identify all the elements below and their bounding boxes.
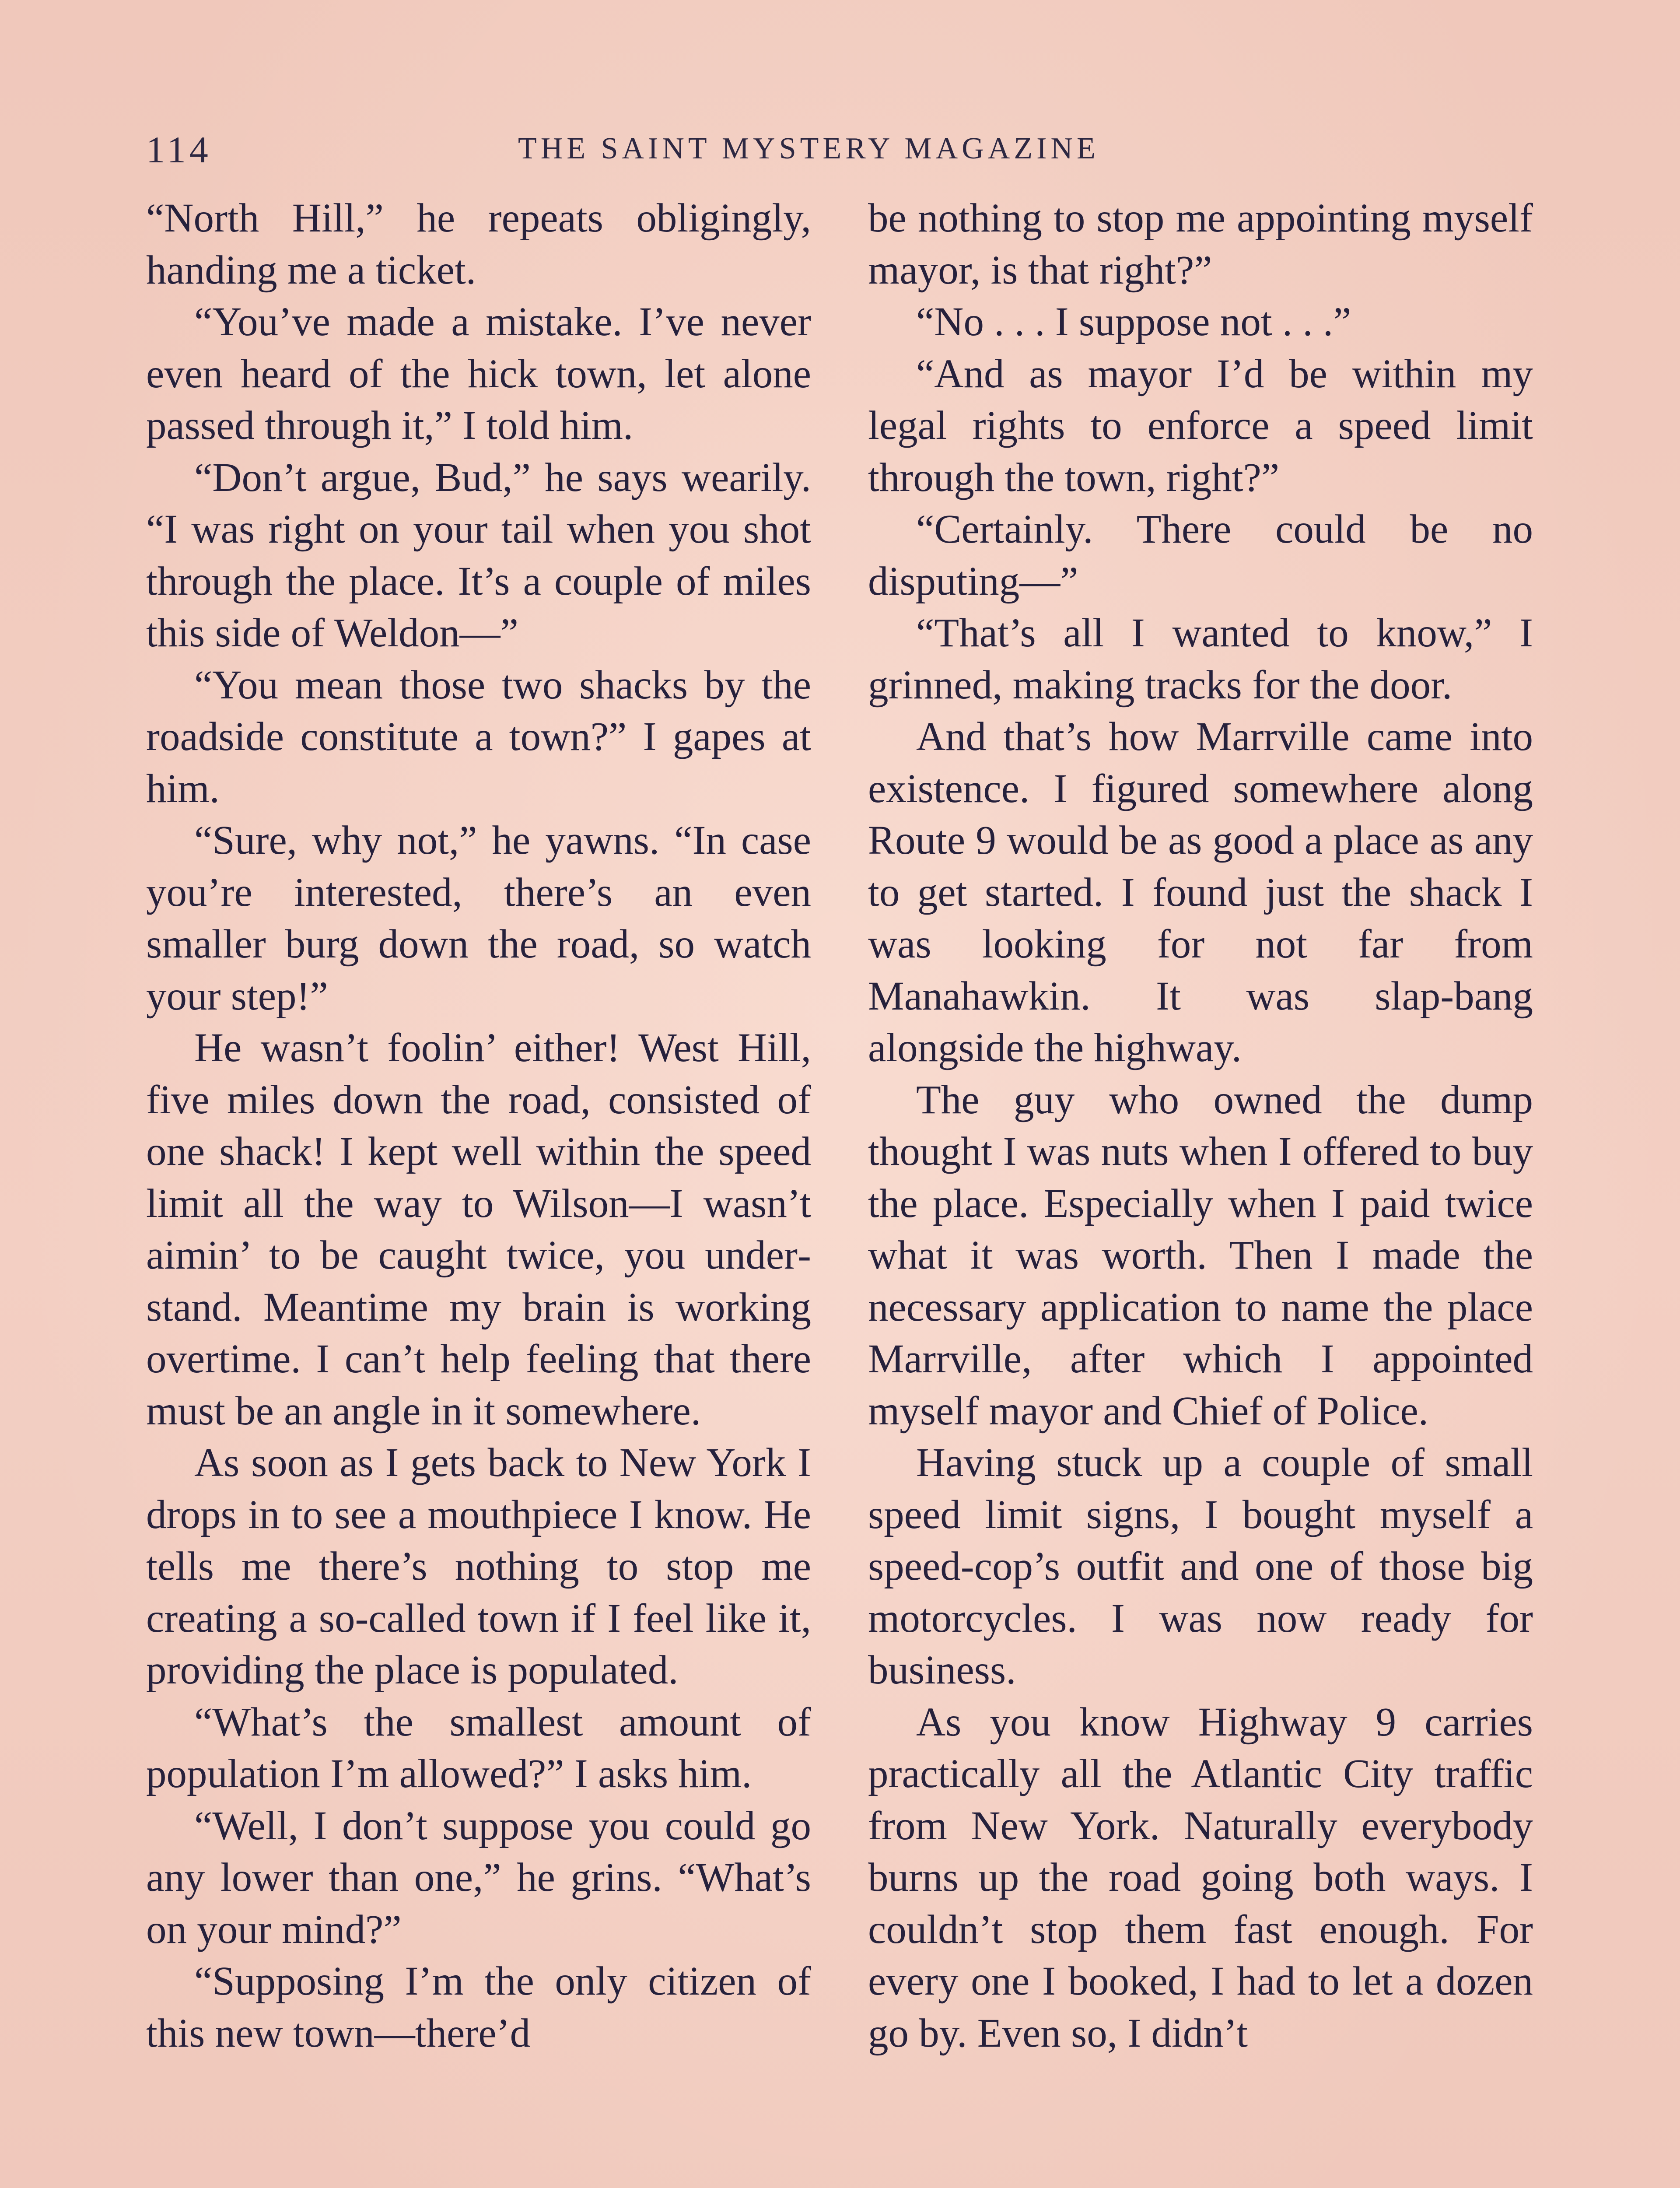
paragraph: “No . . . I suppose not . . .”: [916, 299, 1351, 344]
paragraph-continuation: be nothing to stop me appointing myself mayor, is that right?”: [868, 196, 1533, 293]
page-number: 114: [146, 129, 212, 171]
paragraph: “Sure, why not,” he yawns. “In case you’re interested, there’s an even smaller burg down the road, so watch your step!”: [146, 818, 811, 1019]
paragraph: “Don’t argue, Bud,” he says wearily. “I was right on your tail when you shot through the place. It’s a couple of miles this side of Weldon—”: [146, 455, 811, 656]
paragraph: As you know Highway 9 carries practically all the Atlantic City traffic from New York. Naturally everybody burns up the road going both ways. I couldn’t stop them fast enough. For every one I booked, I had to let a dozen go by. Even so, I didn’t: [868, 1699, 1533, 2056]
paragraph: He wasn’t foolin’ either! West Hill, five miles down the road, consisted of one shack! I kept well within the speed limit all the way to Wilson—I wasn’t aimin’ to be caught twice, you understand. Meantime my brain is working overtime. I can’t help feeling that there must be an angle in it somewhere.: [146, 1025, 811, 1434]
paragraph: “You’ve made a mistake. I’ve never even heard of the hick town, let alone passed through it,” I told him.: [146, 299, 811, 448]
paragraph: “North Hill,” he repeats obligingly, handing me a ticket.: [146, 196, 811, 293]
page-header: [146, 128, 1533, 176]
paragraph: “That’s all I wanted to know,” I grinned, making tracks for the door.: [868, 610, 1533, 708]
paragraph: “Supposing I’m the only citizen of this new town—there’d: [146, 1959, 811, 2056]
paragraph: As soon as I gets back to New York I drops in to see a mouthpiece I know. He tells me there’s nothing to stop me creating a so-called town if I feel like it, providing the place is populated.: [146, 1440, 811, 1693]
right-column: [868, 193, 1533, 2188]
paragraph: “Certainly. There could be no disputing—”: [868, 507, 1533, 604]
paragraph: “And as mayor I’d be within my legal rights to enforce a speed limit through the town, right?”: [868, 351, 1533, 500]
paragraph: “You mean those two shacks by the roadside constitute a town?” I gapes at him.: [146, 662, 811, 811]
paragraph: The guy who owned the dump thought I was nuts when I offered to buy the place. Especially when I paid twice what it was worth. Then I made the necessary application to name the place Marrville, after which I appointed myself mayor and Chief of Police.: [868, 1077, 1533, 1434]
running-title: THE SAINT MYSTERY MAGAZINE: [518, 132, 1099, 165]
paragraph: “What’s the smallest amount of population I’m allowed?” I asks him.: [146, 1699, 811, 1796]
paragraph: And that’s how Marrville came into existence. I figured somewhere along Route 9 would be as good a place as any to get started. I found just the shack I was looking for not far from Manahawkin. It was slap-bang alongside the highway.: [868, 714, 1533, 1070]
paragraph: “Well, I don’t suppose you could go any lower than one,” he grins. “What’s on your mind?”: [146, 1803, 811, 1952]
left-column: [146, 193, 811, 2188]
paragraph: Having stuck up a couple of small speed limit signs, I bought myself a speed-cop’s outfit and one of those big motorcycles. I was now ready for business.: [868, 1440, 1533, 1693]
